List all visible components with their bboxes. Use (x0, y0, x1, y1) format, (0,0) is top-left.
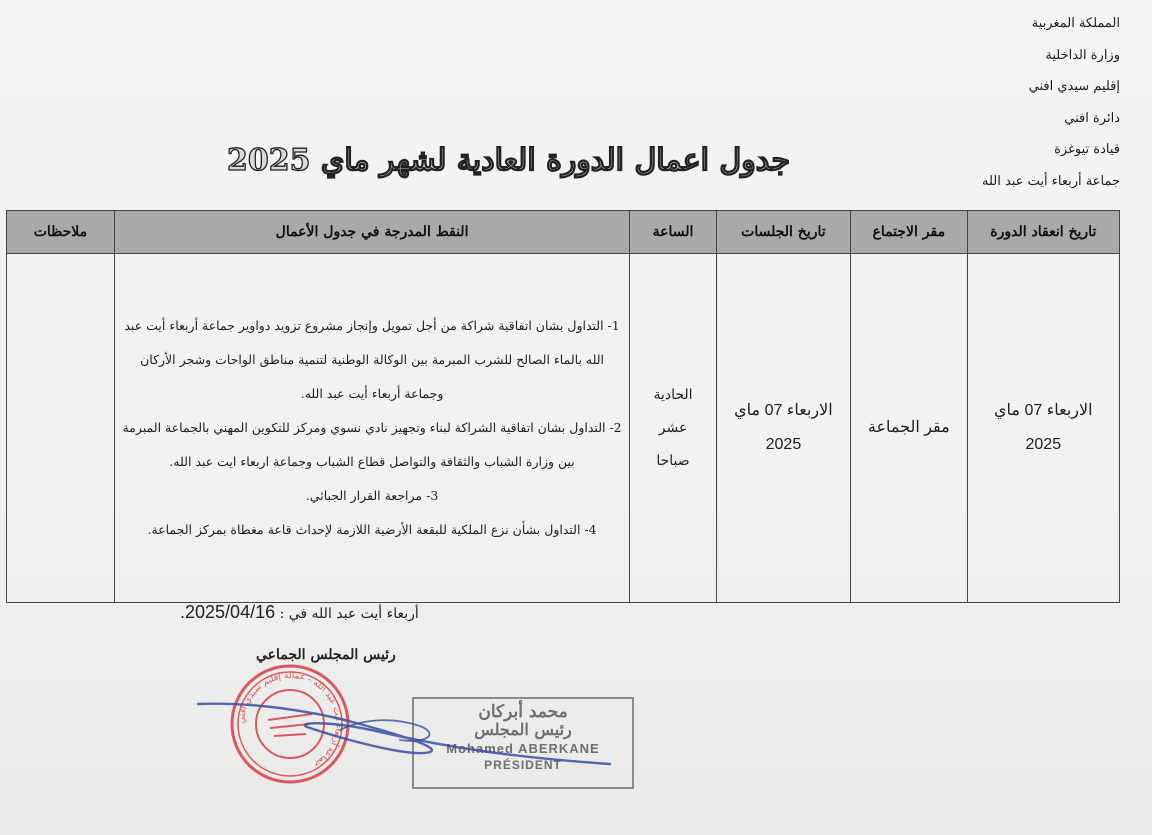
sitting-date-year: 2025 (765, 436, 802, 453)
table-row (7, 254, 1120, 603)
cell-hour (630, 254, 717, 603)
col-header-sitting-date: تاريخ الجلسات (716, 211, 850, 254)
hour-line: صباحا (656, 452, 690, 469)
letterhead-line: جماعة أربعاء أيت عبد الله (982, 173, 1120, 189)
place-date-value: 2025/04/16. (180, 602, 276, 622)
cell-session-date (967, 254, 1119, 603)
stamp-latin-title: PRÉSIDENT (484, 758, 562, 772)
agenda-item: 3- مراجعة القرار الجبائي. (305, 488, 439, 503)
session-date-line: الاربعاء 07 ماي (994, 402, 1093, 419)
place-and-date (180, 602, 419, 623)
col-header-hour: الساعة (630, 211, 717, 254)
letterhead-line: دائرة افني (1064, 110, 1120, 126)
handwritten-signature (190, 680, 630, 780)
seal-ring-text: جماعة أربعاء أيت عبد الله - عمالة إقليم سيدي افني (236, 670, 344, 770)
agenda-item: 4- التداول بشأن نزع الملكية للبقعة الأرضية اللازمة لإحداث قاعة مغطاة بمركز الجماعة. (147, 522, 597, 537)
stamp-arabic-name: محمد أبركان (478, 702, 568, 722)
agenda-table (6, 210, 1120, 603)
document-title: جدول اعمال الدورة العادية لشهر ماي 2025 (226, 143, 790, 178)
agenda-item: 2- التداول بشان اتفاقية الشراكة لبناء وتجهيز نادي نسوي ومركز للتكوين المهني بالجماعة المبرمة بين وزارة الشباب والثقافة والتواصل قطاع الشباب وجماعة اربعاء ايت عبد الله. (122, 420, 622, 469)
col-header-agenda-items: النقط المدرجة في جدول الأعمال (114, 211, 629, 254)
letterhead-line: قيادة تيوغزة (1054, 142, 1120, 157)
letterhead-line: إقليم سيدي افني (1028, 79, 1120, 94)
stamp-latin-name: Mohamed ABERKANE (446, 741, 600, 756)
cell-meeting-place (851, 254, 968, 603)
table-header-row (7, 211, 1120, 254)
agenda-item: 1- التداول بشان اتفاقية شراكة من أجل تمويل وإنجاز مشروع تزويد دواوير جماعة أربعاء أيت عبد الله بالماء الصالح للشرب المبرمة بين الوكالة الوطنية لتنمية مناطق الواحات وشجر الأركان وجماعة أربعاء أيت عبد الله. (124, 318, 620, 401)
meeting-place-text: مقر الجماعة (867, 419, 950, 436)
letterhead-line: المملكة المغربية (1031, 16, 1120, 31)
place-date-prefix: أربعاء أيت عبد الله في : (279, 606, 419, 622)
cell-notes (7, 254, 115, 603)
letterhead (982, 8, 1120, 197)
president-label: رئيس المجلس الجماعي (256, 647, 396, 663)
session-date-year: 2025 (1025, 436, 1062, 453)
col-header-notes: ملاحظات (7, 211, 115, 254)
hour-line: عشر (658, 419, 688, 436)
cell-sitting-date (716, 254, 850, 603)
col-header-meeting-place: مقر الاجتماع (851, 211, 968, 254)
stamp-arabic-title: رئيس المجلس (474, 720, 572, 739)
sitting-date-line: الاربعاء 07 ماي (734, 402, 833, 419)
col-header-session-date: تاريخ انعقاد الدورة (967, 211, 1119, 254)
hour-line: الحادية (653, 386, 693, 403)
letterhead-line: وزارة الداخلية (1045, 47, 1120, 63)
cell-agenda-items (114, 254, 629, 603)
